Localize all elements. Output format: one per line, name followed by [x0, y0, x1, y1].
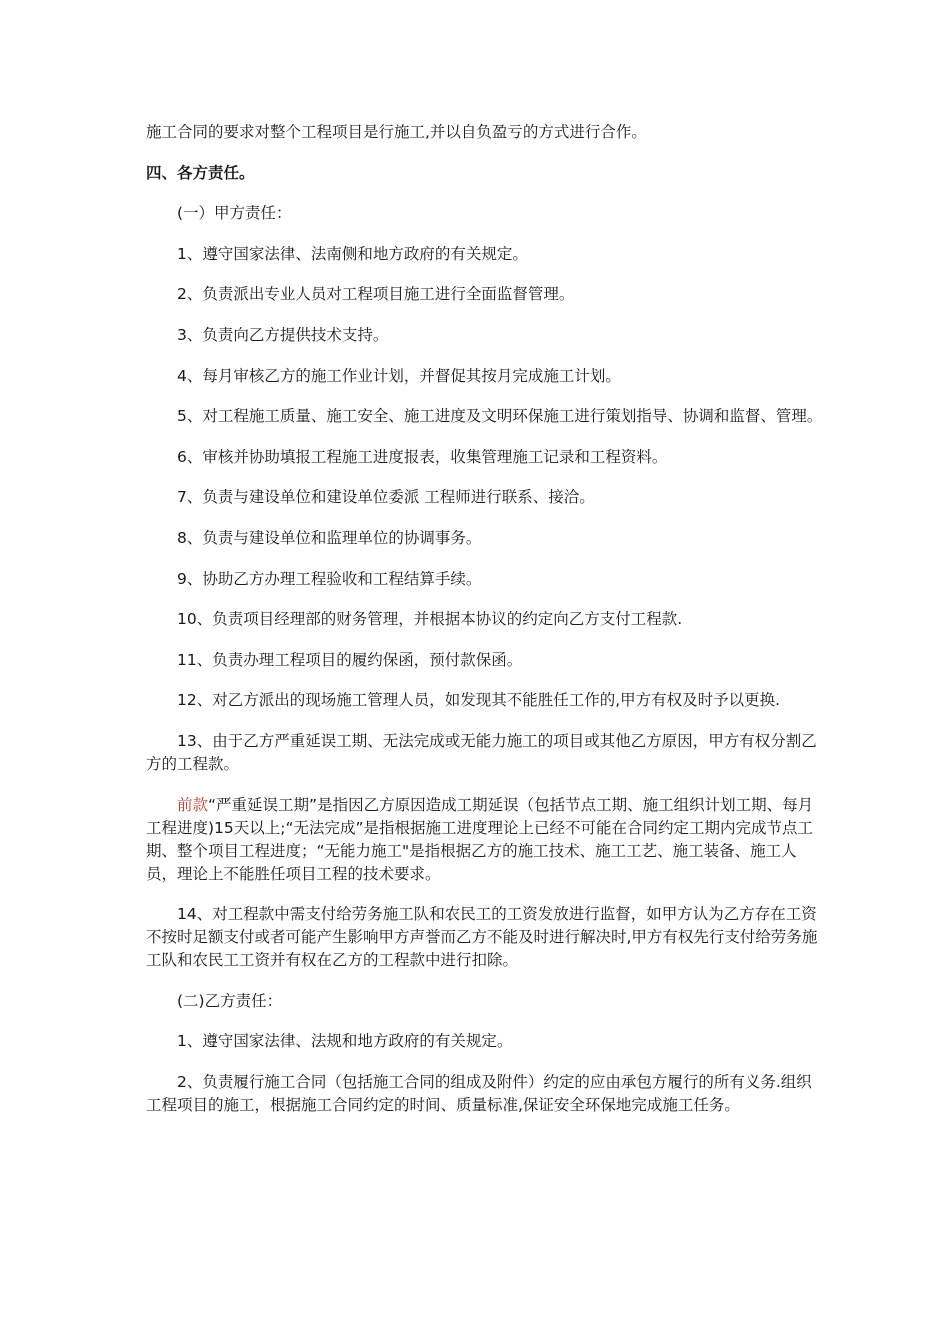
section-heading — [146, 162, 826, 185]
list-item — [146, 243, 826, 266]
document-body — [146, 121, 826, 1134]
list-item — [146, 730, 826, 776]
paragraph-text: 14、对工程款中需支付给劳务施工队和农民工的工资发放进行监督，如甲方认为乙方存在工资不按时足额支付或者可能产生影响甲方声誉而乙方不能及时进行解决时,甲方有权先行支付给劳务施工队和农民工工资并有权在乙方的工程款中进行扣除。 — [146, 905, 818, 970]
list-item — [146, 283, 826, 306]
paragraph-text: 1、遵守国家法律、法规和地方政府的有关规定。 — [177, 1032, 513, 1051]
list-item — [146, 903, 826, 972]
paragraph-text: 7、负责与建设单位和建设单位委派 工程师进行联系、接洽。 — [177, 488, 595, 507]
list-item — [146, 608, 826, 631]
paragraph-text: (二)乙方责任： — [177, 991, 283, 1010]
paragraph-text: 9、协助乙方办理工程验收和工程结算手续。 — [177, 569, 482, 588]
list-item — [146, 446, 826, 469]
paragraph-text: 12、对乙方派出的现场施工管理人员，如发现其不能胜任工作的,甲方有权及时予以更换. — [177, 691, 781, 710]
paragraph-text: 施工合同的要求对整个工程项目是行施工,并以自负盈亏的方式进行合作。 — [146, 123, 647, 141]
paragraph-text: 2、负责履行施工合同（包括施工合同的组成及附件）约定的应由承包方履行的所有义务.组织工程项目的施工，根据施工合同约定的时间、质量标准,保证安全环保地完成施工任务。 — [146, 1072, 812, 1114]
subsection-heading — [146, 202, 826, 225]
paragraph-text: 13、由于乙方严重延误工期、无法完成或无能力施工的项目或其他乙方原因，甲方有权分割乙方的工程款。 — [146, 731, 817, 773]
heading-text: 四、各方责任。 — [146, 163, 255, 182]
list-item — [146, 324, 826, 347]
highlighted-prefix: 前款 — [177, 795, 209, 814]
list-item — [146, 405, 826, 428]
list-item — [146, 527, 826, 550]
paragraph-text: 4、每月审核乙方的施工作业计划，并督促其按月完成施工计划。 — [177, 366, 621, 385]
paragraph-text: 6、审核并协助填报工程施工进度报表，收集管理施工记录和工程资料。 — [177, 447, 668, 466]
paragraph-text: 5、对工程施工质量、施工安全、施工进度及文明环保施工进行策划指导、协调和监督、管理。 — [177, 407, 823, 426]
paragraph — [146, 121, 826, 144]
list-item — [146, 1030, 826, 1053]
paragraph-text: 10、负责项目经理部的财务管理，并根据本协议的约定向乙方支付工程款. — [177, 610, 683, 629]
subsection-heading — [146, 990, 826, 1013]
paragraph-text: 11、负责办理工程项目的履约保函，预付款保函。 — [177, 650, 523, 669]
list-item — [146, 568, 826, 591]
paragraph-text: “严重延误工期”是指因乙方原因造成工期延误（包括节点工期、施工组织计划工期、每月工程进度)15天以上;“无法完成”是指根据施工进度理论上已经不可能在合同约定工期内完成节点工期、整个项目工程进度；“无能力施工"是指根据乙方的施工技术、施工工艺、施工装备、施工人员，理论上不能胜任项目工程的技术要求。 — [146, 795, 814, 883]
definition-paragraph — [146, 794, 826, 886]
paragraph-text: (一）甲方责任： — [177, 204, 292, 223]
list-item — [146, 1071, 826, 1117]
paragraph-text: 2、负责派出专业人员对工程项目施工进行全面监督管理。 — [177, 285, 575, 304]
paragraph-text: 1、遵守国家法律、法南侧和地方政府的有关规定。 — [177, 244, 528, 263]
list-item — [146, 365, 826, 388]
list-item — [146, 486, 826, 509]
list-item — [146, 649, 826, 672]
paragraph-text: 8、负责与建设单位和监理单位的协调事务。 — [177, 528, 482, 547]
paragraph-text: 3、负责向乙方提供技术支持。 — [177, 325, 389, 344]
list-item — [146, 689, 826, 712]
